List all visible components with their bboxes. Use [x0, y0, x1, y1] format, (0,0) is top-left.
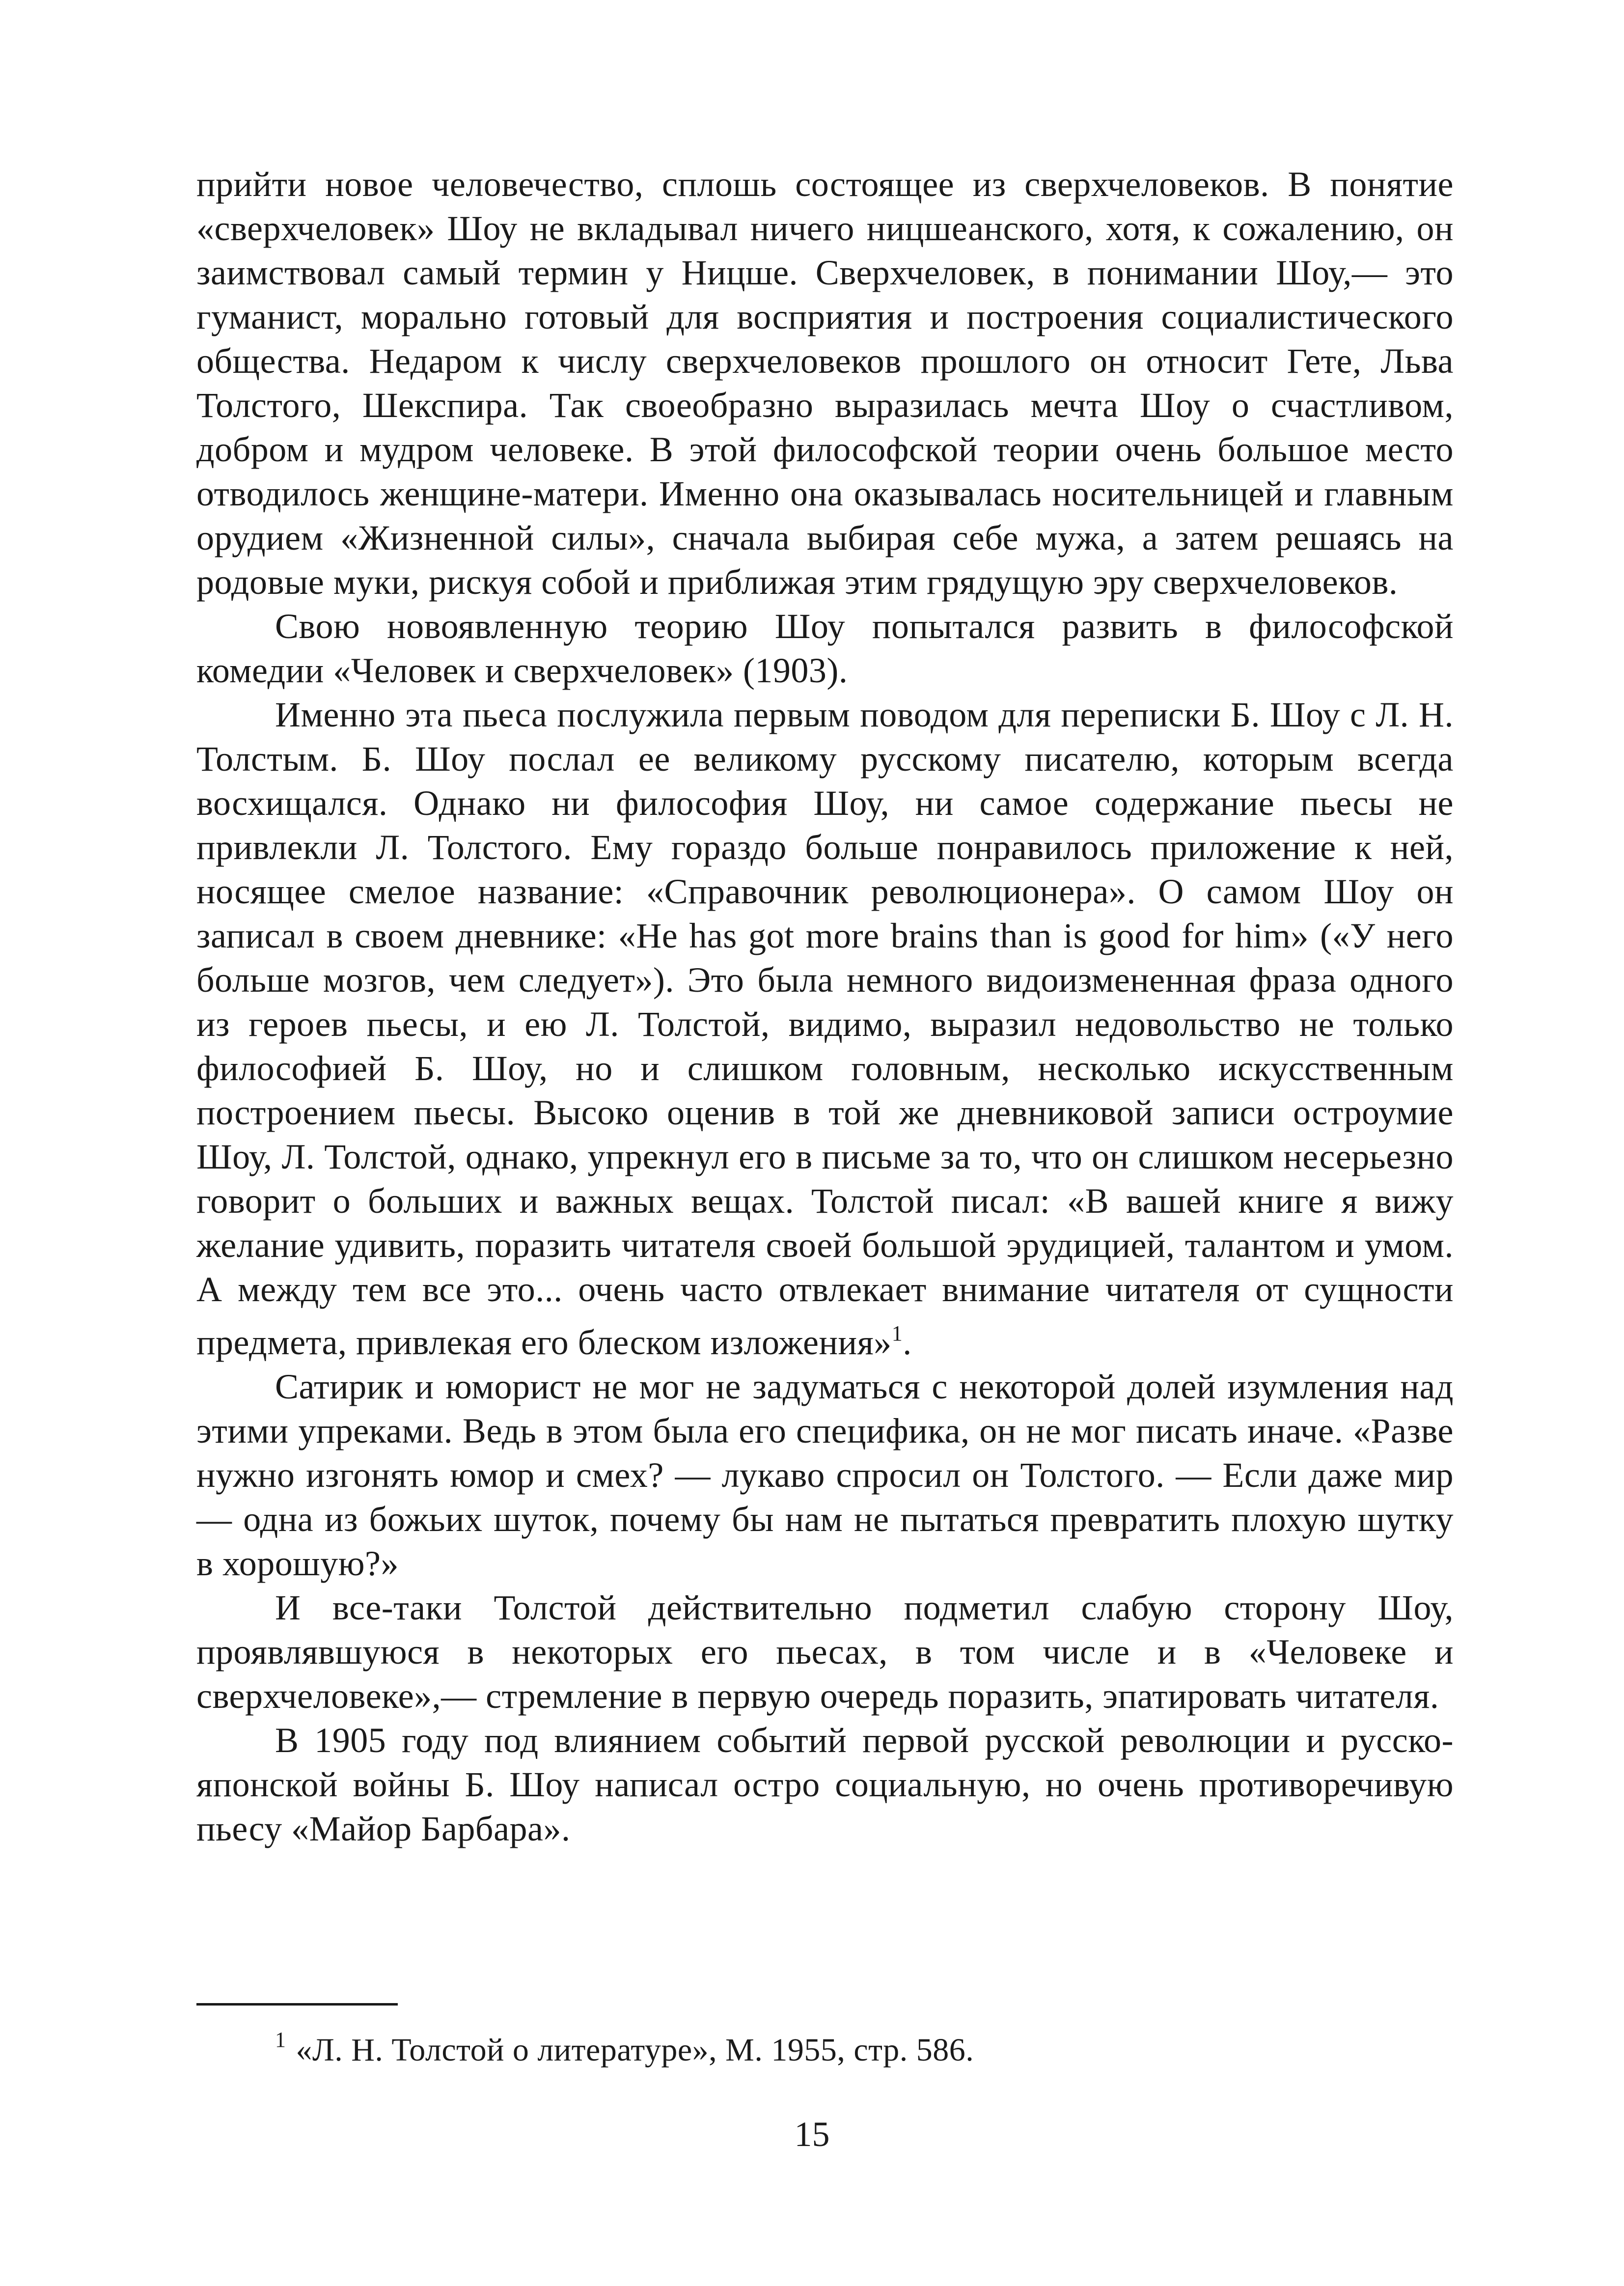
paragraph-2: Свою новоявленную теорию Шоу попытался развить в философской комедии «Человек и сверхчеловек» (1903).: [196, 607, 1454, 690]
footnote: [275, 2019, 1454, 2071]
footnote-reference: 1: [891, 1321, 903, 1345]
paragraph-6: В 1905 году под влиянием событий первой русской революции и русско-японской войны Б. Шоу написал остро социальную, но очень противоречивую пьесу «Майор Барбара».: [196, 1721, 1454, 1848]
paragraph-5: И все-таки Толстой действительно подметил слабую сторону Шоу, проявлявшуюся в некоторых его пьесах, в том числе и в «Человеке и сверхчеловеке»,— стремление в первую очередь поразить, эпатировать читателя.: [196, 1588, 1454, 1716]
paragraph-3-text: Именно эта пьеса послужила первым поводом для переписки Б. Шоу с Л. Н. Толстым. Б. Шоу послал ее великому русскому писателю, которым всегда восхищался. Однако ни философия Шоу, ни самое содержание пьесы не привлекли Л. Толстого. Ему гораздо больше понравилось приложение к ней, носящее смелое название: «Справочник революционера». О самом Шоу он записал в своем дневнике: «He has got more brains than is good for him» («У него больше мозгов, чем следует»). Это была немного видоизмененная фраза одного из героев пьесы, и ею Л. Толстой, видимо, выразил недовольство не только философией Б. Шоу, но и слишком головным, несколько искусственным построением пьесы. Высоко оценив в той же дневниковой записи остроумие Шоу, Л. Толстой, однако, упрекнул его в письме за то, что он слишком несерьезно говорит о больших и важных вещах. Толстой писал: «В вашей книге я вижу желание удивить, поразить читателя своей большой эрудицией, талантом и умом. А между тем все это... очень часто отвлекает внимание читателя от сущности предмета, привлекая его блеском изложения»: [196, 695, 1454, 1362]
paragraph-4: Сатирик и юморист не мог не задуматься с некоторой долей изумления над этими упреками. Ведь в этом была его специфика, он не мог писать иначе. «Разве нужно изгонять юмор и смех? — лукаво спросил он Толстого. — Если даже мир — одна из божьих шуток, почему бы нам не пытаться превратить плохую шутку в хорошую?»: [196, 1367, 1454, 1583]
page-number: 15: [794, 2115, 830, 2154]
footnote-text: «Л. Н. Толстой о литературе», М. 1955, стр. 586.: [296, 2032, 974, 2068]
footnote-mark: 1: [275, 2028, 286, 2052]
paragraph-3: Именно эта пьеса послужила первым поводом для переписки Б. Шоу с Л. Н. Толстым. Б. Шоу послал ее великому русскому писателю, которым всегда восхищался. Однако ни философия Шоу, ни самое содержание пьесы не привлекли Л. Толстого. Ему гораздо больше понравилось приложение к ней, носящее смелое название: «Справочник революционера». О самом Шоу он записал в своем дневнике: «He has got more brains than is good for him» («У него больше мозгов, чем следует»). Это была немного видоизмененная фраза одного из героев пьесы, и ею Л. Толстой, видимо, выразил недовольство не только философией Б. Шоу, но и слишком головным, несколько искусственным построением пьесы. Высоко оценив в той же дневниковой записи остроумие Шоу, Л. Толстой, однако, упрекнул его в письме за то, что он слишком несерьезно говорит о больших и важных вещах. Толстой писал: «В вашей книге я вижу желание удивить, поразить читателя своей большой эрудицией, талантом и умом. А между тем все это... очень часто отвлекает внимание читателя от сущности предмета, привлекая его блеском изложения»$^1$.: [196, 695, 1454, 1362]
paragraph-1: прийти новое человечество, сплошь состоящее из сверхчеловеков. В понятие «сверхчеловек» Шоу не вкладывал ничего ницшеанского, хотя, к сожалению, он заимствовал самый термин у Ницше. Сверхчеловек, в понимании Шоу,— это гуманист, морально готовый для восприятия и построения социалистического общества. Недаром к числу сверхчеловеков прошлого он относит Гете, Льва Толстого, Шекспира. Так своеобразно выразилась мечта Шоу о счастливом, добром и мудром человеке. В этой философской теории очень большое место отводилось женщине-матери. Именно она оказывалась носительницей и главным орудием «Жизненной силы», сначала выбирая себе мужа, а затем решаясь на родовые муки, рискуя собой и приближая этим грядущую эру сверхчеловеков.: [196, 165, 1454, 602]
footnote-divider: [196, 2003, 398, 2006]
main-text: [196, 162, 1454, 1851]
